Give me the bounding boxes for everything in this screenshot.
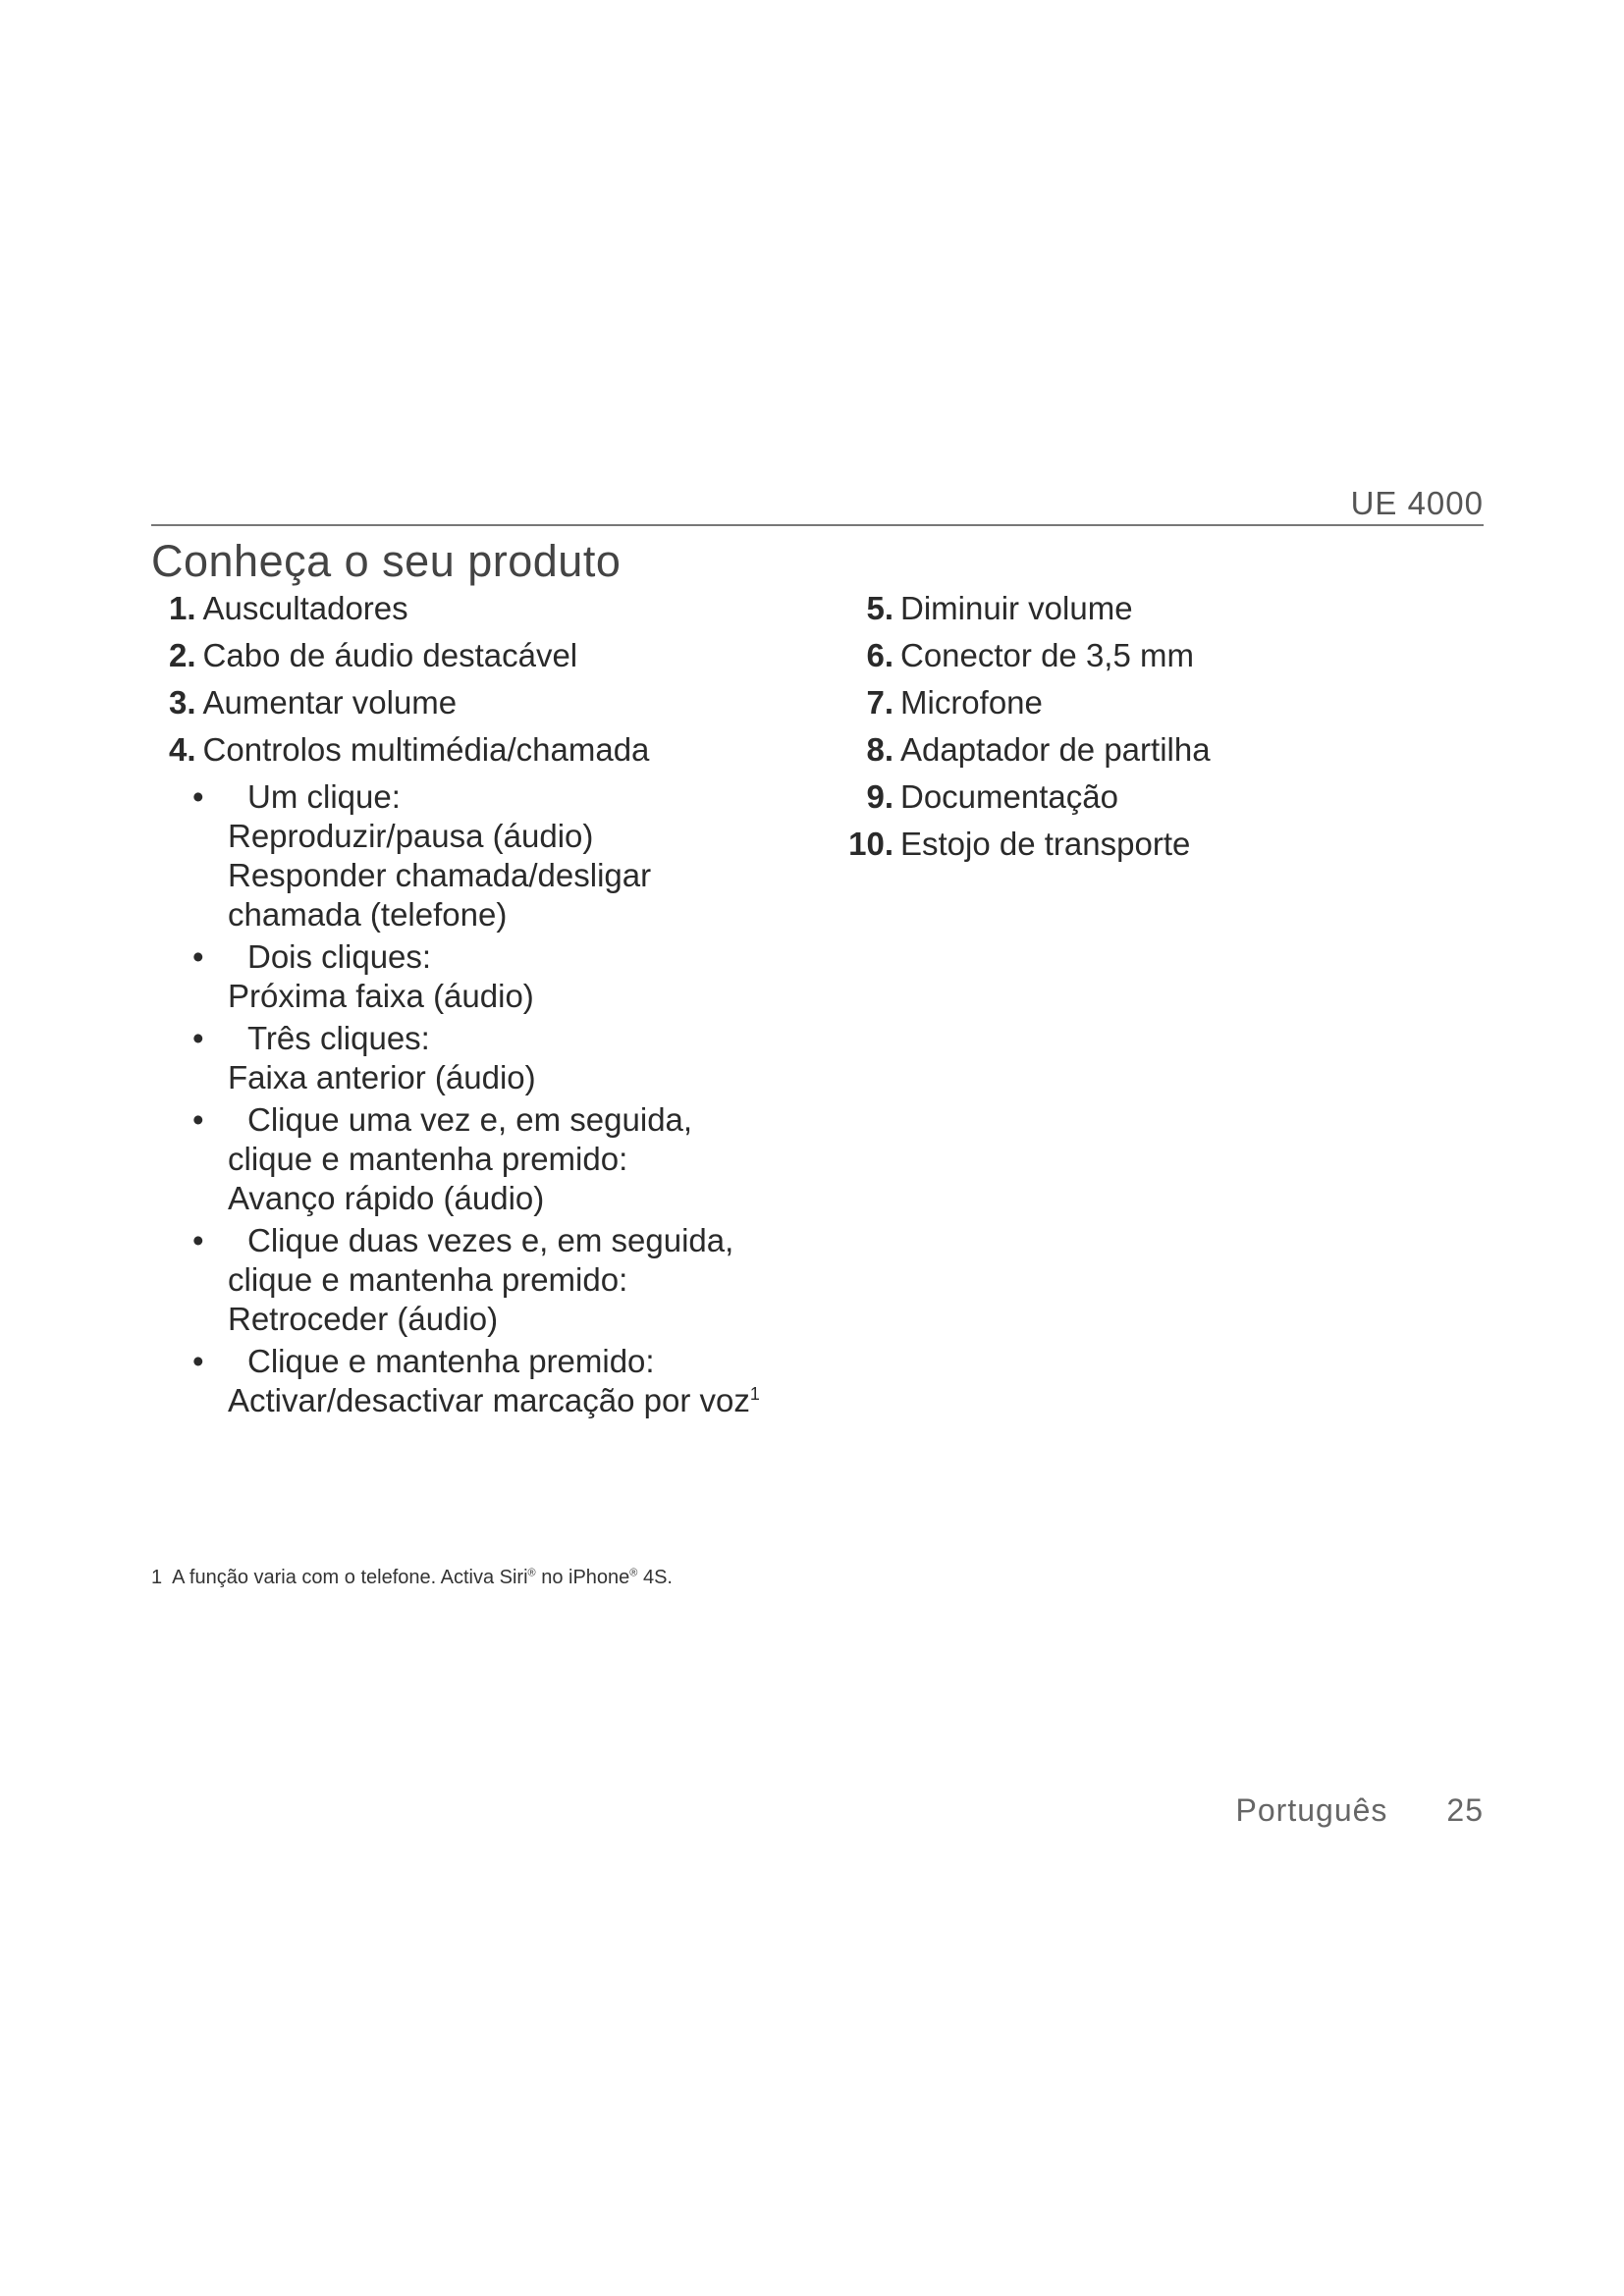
bullet-icon: •: [192, 778, 204, 815]
control-line: [228, 1381, 797, 1420]
control-head: Três cliques:: [247, 1020, 430, 1056]
control-head: Clique e mantenha premido:: [247, 1343, 655, 1379]
list-item-2: [169, 632, 797, 679]
control-line: Faixa anterior (áudio): [228, 1059, 536, 1095]
list-item-1: [169, 585, 797, 632]
list-item-10: [842, 821, 1471, 868]
control-three-clicks: [192, 1019, 797, 1097]
control-head: Um clique:: [247, 778, 401, 815]
control-line-text: Activar/desactivar marcação por voz: [228, 1382, 750, 1418]
control-line: Retroceder (áudio): [228, 1301, 499, 1337]
item-label: Aumentar volume: [202, 684, 458, 721]
list-item-8: [842, 726, 1471, 774]
item-label: Controlos multimédia/chamada: [202, 731, 650, 768]
bullet-icon: •: [192, 1343, 204, 1379]
control-head: Dois cliques:: [247, 938, 432, 975]
header-rule: [151, 524, 1484, 526]
item-number: 3.: [169, 684, 196, 721]
control-line: Avanço rápido (áudio): [228, 1180, 545, 1216]
control-press-hold: [192, 1342, 797, 1420]
list-item-7: [842, 679, 1471, 726]
control-line: Próxima faixa (áudio): [228, 978, 534, 1014]
left-column: [169, 585, 797, 1420]
registered-mark: ®: [629, 1567, 638, 1579]
item-label: Documentação: [900, 778, 1118, 815]
list-item-4: [169, 726, 797, 774]
footnote-ref: 1: [749, 1384, 760, 1404]
item-label: Diminuir volume: [900, 590, 1133, 626]
item-number: 7.: [866, 684, 893, 721]
control-one-click: [192, 777, 797, 934]
control-head: Clique duas vezes e, em seguida,: [247, 1222, 734, 1258]
item-label: Adaptador de partilha: [900, 731, 1211, 768]
footer-language: Português: [1235, 1792, 1388, 1828]
item-label: Cabo de áudio destacável: [202, 637, 578, 673]
item-label: Auscultadores: [202, 590, 408, 626]
item-number: 6.: [866, 637, 893, 673]
control-double-click-hold: [192, 1221, 797, 1339]
page-footer: [1236, 1792, 1484, 1829]
control-head: Clique uma vez e, em seguida,: [247, 1101, 693, 1138]
control-two-clicks: [192, 937, 797, 1016]
item-number: 10.: [848, 826, 893, 862]
control-click-hold: [192, 1100, 797, 1218]
bullet-icon: •: [192, 1101, 204, 1138]
item-label: Conector de 3,5 mm: [900, 637, 1194, 673]
control-line: Reproduzir/pausa (áudio): [228, 818, 594, 854]
item-number: 9.: [866, 778, 893, 815]
control-line: chamada (telefone): [228, 896, 508, 933]
model-name: UE 4000: [1350, 485, 1484, 521]
registered-mark: ®: [527, 1567, 536, 1579]
item-label: Estojo de transporte: [900, 826, 1191, 862]
controls-sublist: [169, 777, 797, 1420]
footnote-text: A função varia com o telefone. Activa Siri: [172, 1567, 528, 1588]
footnote-text: 4S.: [637, 1567, 673, 1588]
right-column: [842, 585, 1471, 868]
bullet-icon: •: [192, 1020, 204, 1056]
control-line: clique e mantenha premido:: [228, 1261, 628, 1298]
list-item-3: [169, 679, 797, 726]
item-number: 2.: [169, 637, 196, 673]
footnote-text: no iPhone: [535, 1567, 630, 1588]
bullet-icon: •: [192, 938, 204, 975]
list-item-9: [842, 774, 1471, 821]
control-line: clique e mantenha premido:: [228, 1141, 628, 1177]
item-number: 8.: [866, 731, 893, 768]
list-item-5: [842, 585, 1471, 632]
control-line: Responder chamada/desligar: [228, 857, 652, 893]
page-title: Conheça o seu produto: [151, 536, 622, 586]
page-number: 25: [1446, 1792, 1484, 1828]
footnote: [151, 1567, 673, 1589]
item-number: 5.: [866, 590, 893, 626]
item-number: 4.: [169, 731, 196, 768]
list-item-6: [842, 632, 1471, 679]
item-number: 1.: [169, 590, 196, 626]
bullet-icon: •: [192, 1222, 204, 1258]
footnote-number: 1: [151, 1567, 163, 1588]
item-label: Microfone: [900, 684, 1043, 721]
